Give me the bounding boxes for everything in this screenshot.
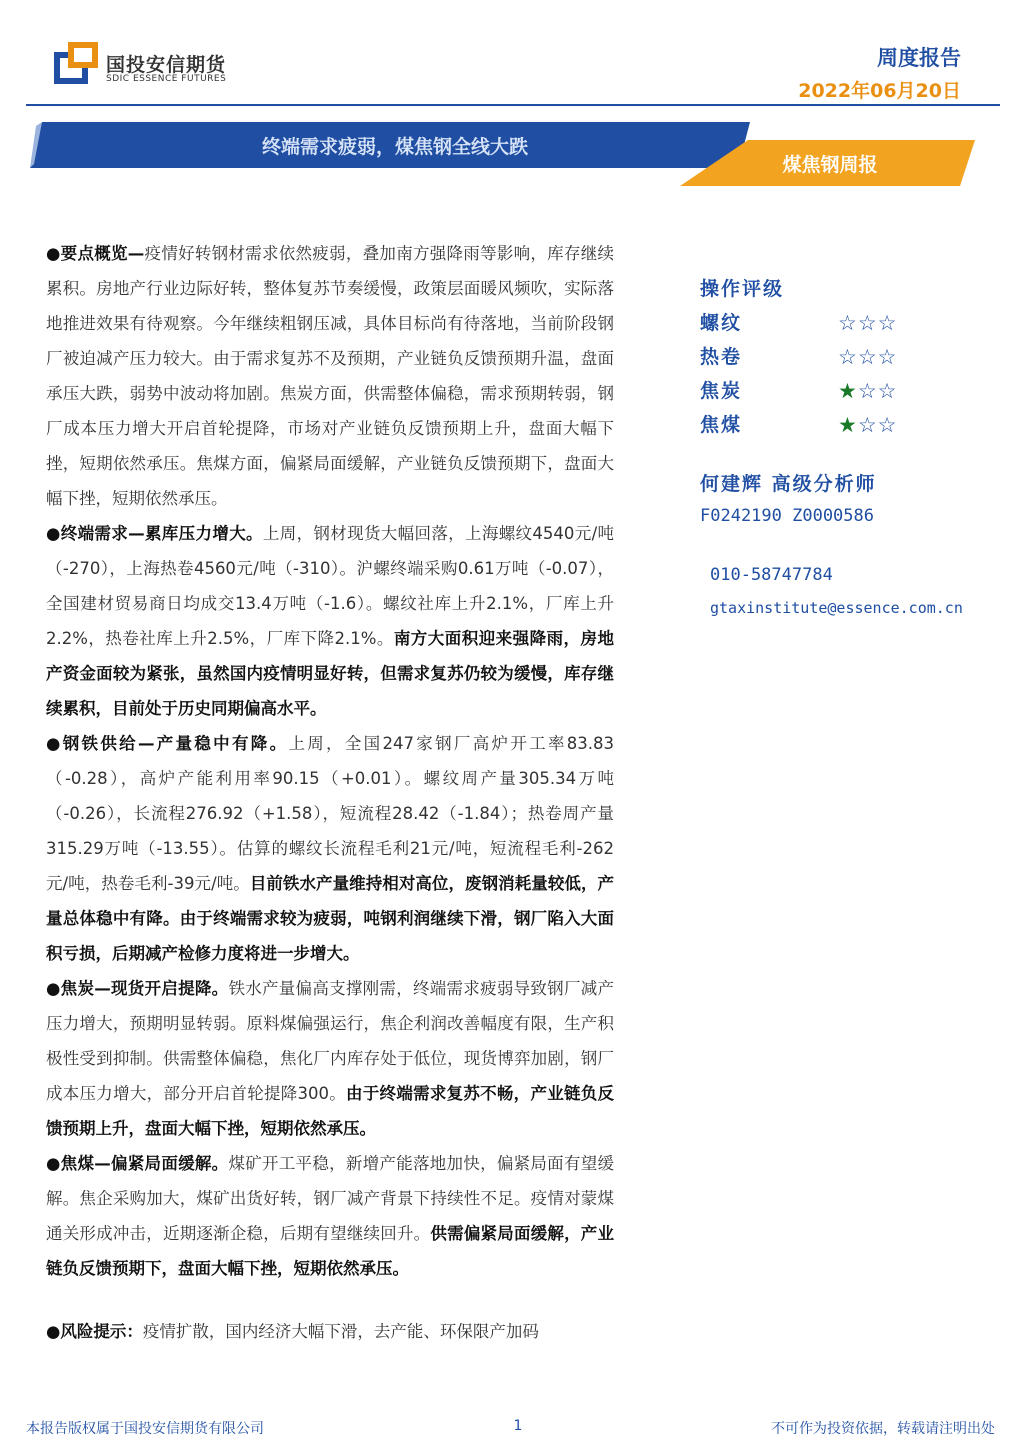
star-empty-icon: ☆ (838, 345, 858, 369)
analyst-license: F0242190 Z0000586 (700, 506, 874, 526)
paragraph-lead: ●要点概览— (46, 244, 145, 263)
paragraph-lead: ●焦炭—现货开启提降。 (46, 979, 229, 998)
risk-text: 疫情扩散，国内经济大幅下滑，去产能、环保限产加码 (142, 1322, 539, 1341)
star-empty-icon: ☆ (857, 379, 878, 403)
rating-stars-icon (838, 408, 897, 442)
report-type: 周度报告 (877, 46, 961, 70)
paragraph-emphasis: 目前铁水产量维持相对高位，废钢消耗量较低，产量总体稳中有降。由于终端需求较为疲弱，吨钢利润继续下滑，钢厂陷入大面积亏损，后期减产检修力度将进一步增大。 (46, 874, 614, 963)
rating-name: 焦炭 (700, 380, 743, 402)
paragraph-emphasis: 由于终端需求复苏不畅，产业链负反馈预期上升，盘面大幅下挫，短期依然承压。 (46, 1084, 614, 1138)
paragraph-lead: ●终端需求—累库压力增大。 (46, 524, 263, 543)
footer-copyright: 本报告版权属于国投安信期货有限公司 (26, 1421, 264, 1437)
paragraph-text: 铁水产量偏高支撑刚需，终端需求疲弱导致钢厂减产压力增大，预期明显转弱。原料煤偏强运行，焦企利润改善幅度有限，生产积极性受到抑制。供需整体偏稳，焦化厂内库存处于低位，现货博弈加剧，钢厂成本压力增大，部分开启首轮提降300。 (46, 979, 615, 1103)
star-empty-icon: ☆ (857, 311, 878, 335)
contact-email[interactable]: gtaxinstitute@essence.com.cn (710, 599, 963, 617)
main-content (46, 236, 614, 1349)
paragraph-lead: ●钢铁供给—产量稳中有降。 (46, 734, 289, 753)
paragraph-emphasis: 南方大面积迎来强降雨，房地产资金面较为紧张，虽然国内疫情明显好转，但需求复苏仍较为缓慢，库存继续累积，目前处于历史同期偏高水平。 (46, 629, 614, 718)
rating-stars-icon (838, 340, 897, 374)
rating-row-coking-coal (700, 408, 1020, 442)
paragraph-risk (46, 1314, 614, 1349)
rating-name: 焦煤 (700, 414, 743, 436)
star-empty-icon: ☆ (877, 379, 898, 403)
star-filled-icon: ★ (838, 379, 858, 403)
paragraph-coke (46, 971, 614, 1146)
paragraph-text: 上周，钢材现货大幅回落，上海螺纹4540元/吨（-270），上海热卷4560元/吨（-310）。沪螺终端采购0.61万吨（-0.07），全国建材贸易商日均成交13.4万吨（-1.6）。螺纹社库上升2.1%，厂库上升2.2%，热卷社库上升2.5%，厂库下降2.1%。 (46, 524, 614, 648)
rating-stars-icon (838, 306, 897, 340)
header-divider (26, 104, 1000, 106)
rating-row-hot-coil (700, 340, 1020, 374)
rating-row-coke (700, 374, 1020, 408)
star-empty-icon: ☆ (857, 413, 878, 437)
paragraph-emphasis: 供需偏紧局面缓解，产业链负反馈预期下，盘面大幅下挫，短期依然承压。 (46, 1224, 615, 1278)
footer-disclaimer: 不可作为投资依据，转载请注明出处 (771, 1421, 995, 1437)
star-filled-icon: ★ (838, 413, 858, 437)
paragraph-overview (46, 236, 614, 516)
contact-phone: 010-58747784 (710, 565, 833, 585)
rating-row-rebar (700, 306, 1020, 340)
page-number: 1 (513, 1418, 523, 1434)
paragraph-supply (46, 726, 614, 971)
logo-icon (54, 42, 98, 84)
star-empty-icon: ☆ (857, 345, 878, 369)
rating-name: 热卷 (700, 346, 743, 368)
logo-text-en: SDIC ESSENCE FUTURES (106, 74, 227, 84)
paragraph-demand (46, 516, 614, 726)
star-empty-icon: ☆ (877, 413, 898, 437)
paragraph-text: 上周，全国247家钢厂高炉开工率83.83（-0.28），高炉产能利用率90.15（+0.01）。螺纹周产量305.34万吨（-0.26），长流程276.92（+1.58），短流程28.42（-1.84）；热卷周产量315.29万吨（-13.55）。估算的螺纹长流程毛利21元/吨，短流程毛利-262元/吨，热卷毛利-39元/吨。 (46, 734, 615, 893)
paragraph-coking-coal (46, 1146, 614, 1286)
star-empty-icon: ☆ (838, 311, 858, 335)
rating-stars-icon (838, 374, 897, 408)
risk-lead: ●风险提示： (46, 1322, 143, 1341)
paragraph-lead: ●焦煤—偏紧局面缓解。 (46, 1154, 229, 1173)
star-empty-icon: ☆ (877, 311, 898, 335)
star-empty-icon: ☆ (877, 345, 898, 369)
banner-title: 终端需求疲弱，煤焦钢全线大跌 (261, 136, 528, 158)
paragraph-text: 疫情好转钢材需求依然疲弱，叠加南方强降雨等影响，库存继续累积。房地产行业边际好转，整体复苏节奏缓慢，政策层面暖风频吹，实际落地推进效果有待观察。今年继续粗钢压减，具体目标尚有待落地，当前阶段钢厂被迫减产压力较大。由于需求复苏不及预期，产业链负反馈预期升温，盘面承压大跌，弱势中波动将加剧。焦炭方面，供需整体偏稳，需求预期转弱，钢厂成本压力增大开启首轮提降，市场对产业链负反馈预期上升，盘面大幅下挫，短期依然承压。焦煤方面，偏紧局面缓解，产业链负反馈预期下，盘面大幅下挫，短期依然承压。 (46, 244, 614, 508)
analyst-name: 何建辉 高级分析师 (700, 473, 877, 495)
paragraph-text: 煤矿开工平稳，新增产能落地加快，偏紧局面有望缓解。焦企采购加大，煤矿出货好转，钢厂减产背景下持续性不足。疫情对蒙煤通关形成冲击，近期逐渐企稳，后期有望继续回升。 (46, 1154, 615, 1243)
logo-text-cn: 国投安信期货 (106, 54, 227, 76)
rating-heading: 操作评级 (700, 278, 785, 300)
report-date: 2022年06月20日 (798, 80, 961, 102)
sidebar (700, 272, 1020, 624)
banner-subtitle: 煤焦钢周报 (782, 154, 878, 176)
rating-name: 螺纹 (700, 312, 743, 334)
